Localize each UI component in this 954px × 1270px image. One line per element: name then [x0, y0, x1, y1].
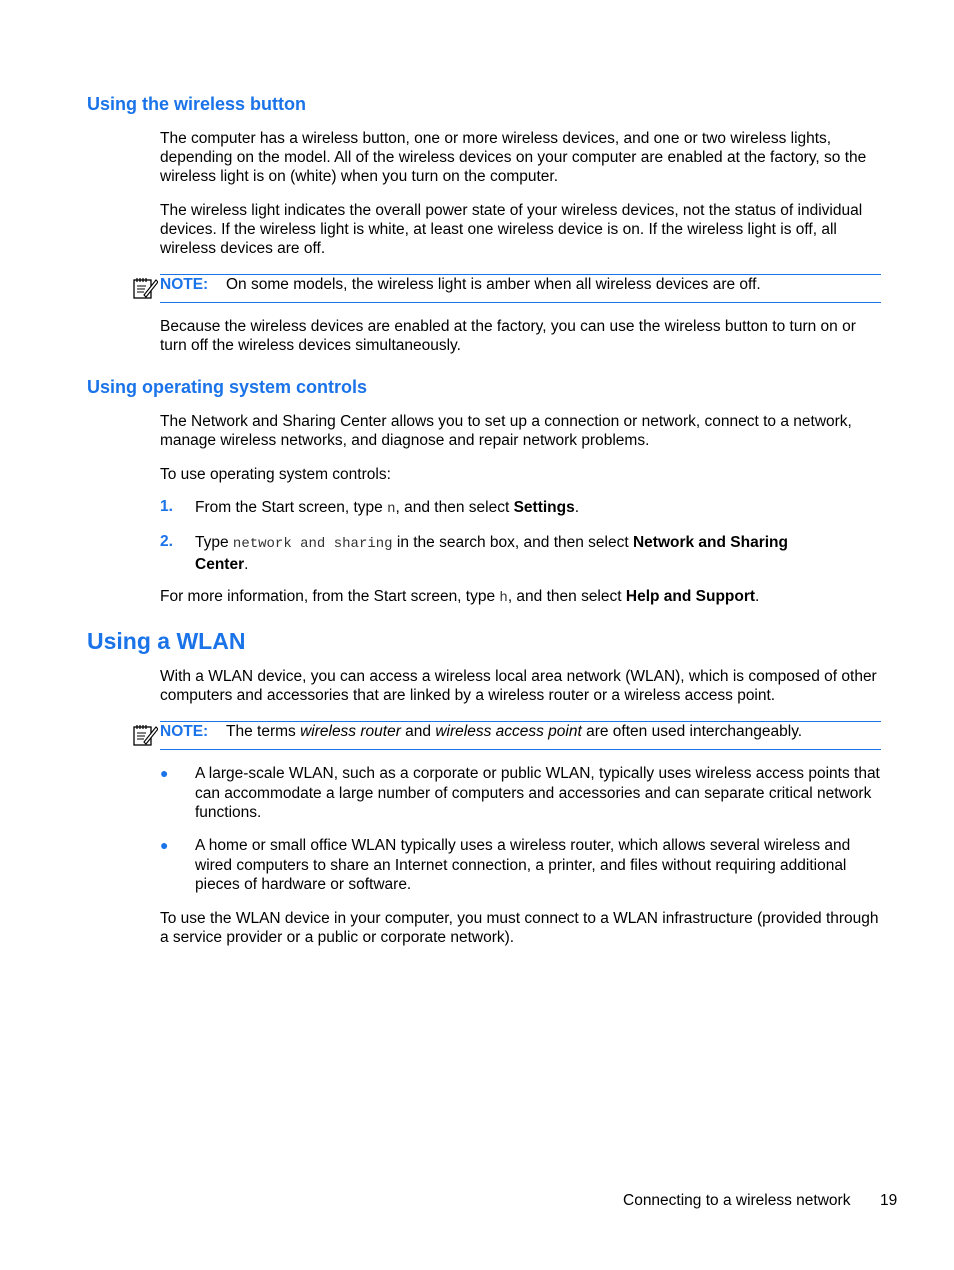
note-label: NOTE: — [160, 723, 209, 740]
paragraph: Because the wireless devices are enabled at the factory, you can use the wireless button to turn on or turn off the wireless devices simultaneously. — [160, 318, 856, 355]
paragraph: For more information, from the Start screen, type h, and then select Help and Support. — [160, 588, 760, 606]
heading-os-controls: Using operating system controls — [87, 377, 368, 397]
heading-wireless-button: Using the wireless button — [87, 94, 307, 114]
bullet-icon: ● — [160, 837, 169, 853]
list-item: A home or small office WLAN typically uses a wireless router, which allows several wireless and wired computers to share an Internet connection, a printer, and files without requiring additional pieces of hardware or software. — [195, 837, 851, 893]
note-box — [160, 721, 881, 750]
paragraph: The Network and Sharing Center allows you to set up a connection or network, connect to a network, manage wireless networks, and diagnose and repair network problems. — [160, 413, 852, 450]
paragraph: The wireless light indicates the overall power state of your wireless devices, not the status of individual devices. If the wireless light is white, at least one wireless device is on. If the wireless light is off, all wireless devices are off. — [160, 202, 863, 258]
page-number: 19 — [880, 1192, 898, 1209]
note-text: The terms wireless router and wireless access point are often used interchangeably. — [226, 723, 803, 740]
step-text: From the Start screen, type n, and then select Settings. — [195, 499, 580, 517]
step-number: 2. — [160, 533, 173, 550]
bullet-icon: ● — [160, 765, 169, 781]
list-item: A large-scale WLAN, such as a corporate or public WLAN, typically uses wireless access points that can accommodate a large number of computers and accessories and can separate critical network functions. — [195, 765, 880, 821]
note-icon — [132, 723, 158, 752]
paragraph: To use the WLAN device in your computer, you must connect to a WLAN infrastructure (provided through a service provider or a public or corporate network). — [160, 910, 879, 947]
step-number: 1. — [160, 498, 173, 515]
note-box — [160, 274, 881, 303]
heading-using-wlan: Using a WLAN — [87, 628, 246, 654]
footer-title: Connecting to a wireless network — [623, 1192, 851, 1209]
paragraph: With a WLAN device, you can access a wireless local area network (WLAN), which is composed of other computers and accessories that are linked by a wireless router or a wireless access point. — [160, 668, 877, 705]
note-icon — [132, 276, 158, 305]
note-text: On some models, the wireless light is amber when all wireless devices are off. — [226, 276, 761, 293]
step-text: Type network and sharing in the search box, and then select Network and Sharing Center. — [195, 534, 788, 573]
paragraph: The computer has a wireless button, one or more wireless devices, and one or two wireless lights, depending on the model. All of the wireless devices on your computer are enabled at the factory, so the wireless light is on (white) when you turn on the computer. — [160, 130, 867, 186]
paragraph: To use operating system controls: — [160, 466, 391, 483]
note-label: NOTE: — [160, 276, 209, 293]
